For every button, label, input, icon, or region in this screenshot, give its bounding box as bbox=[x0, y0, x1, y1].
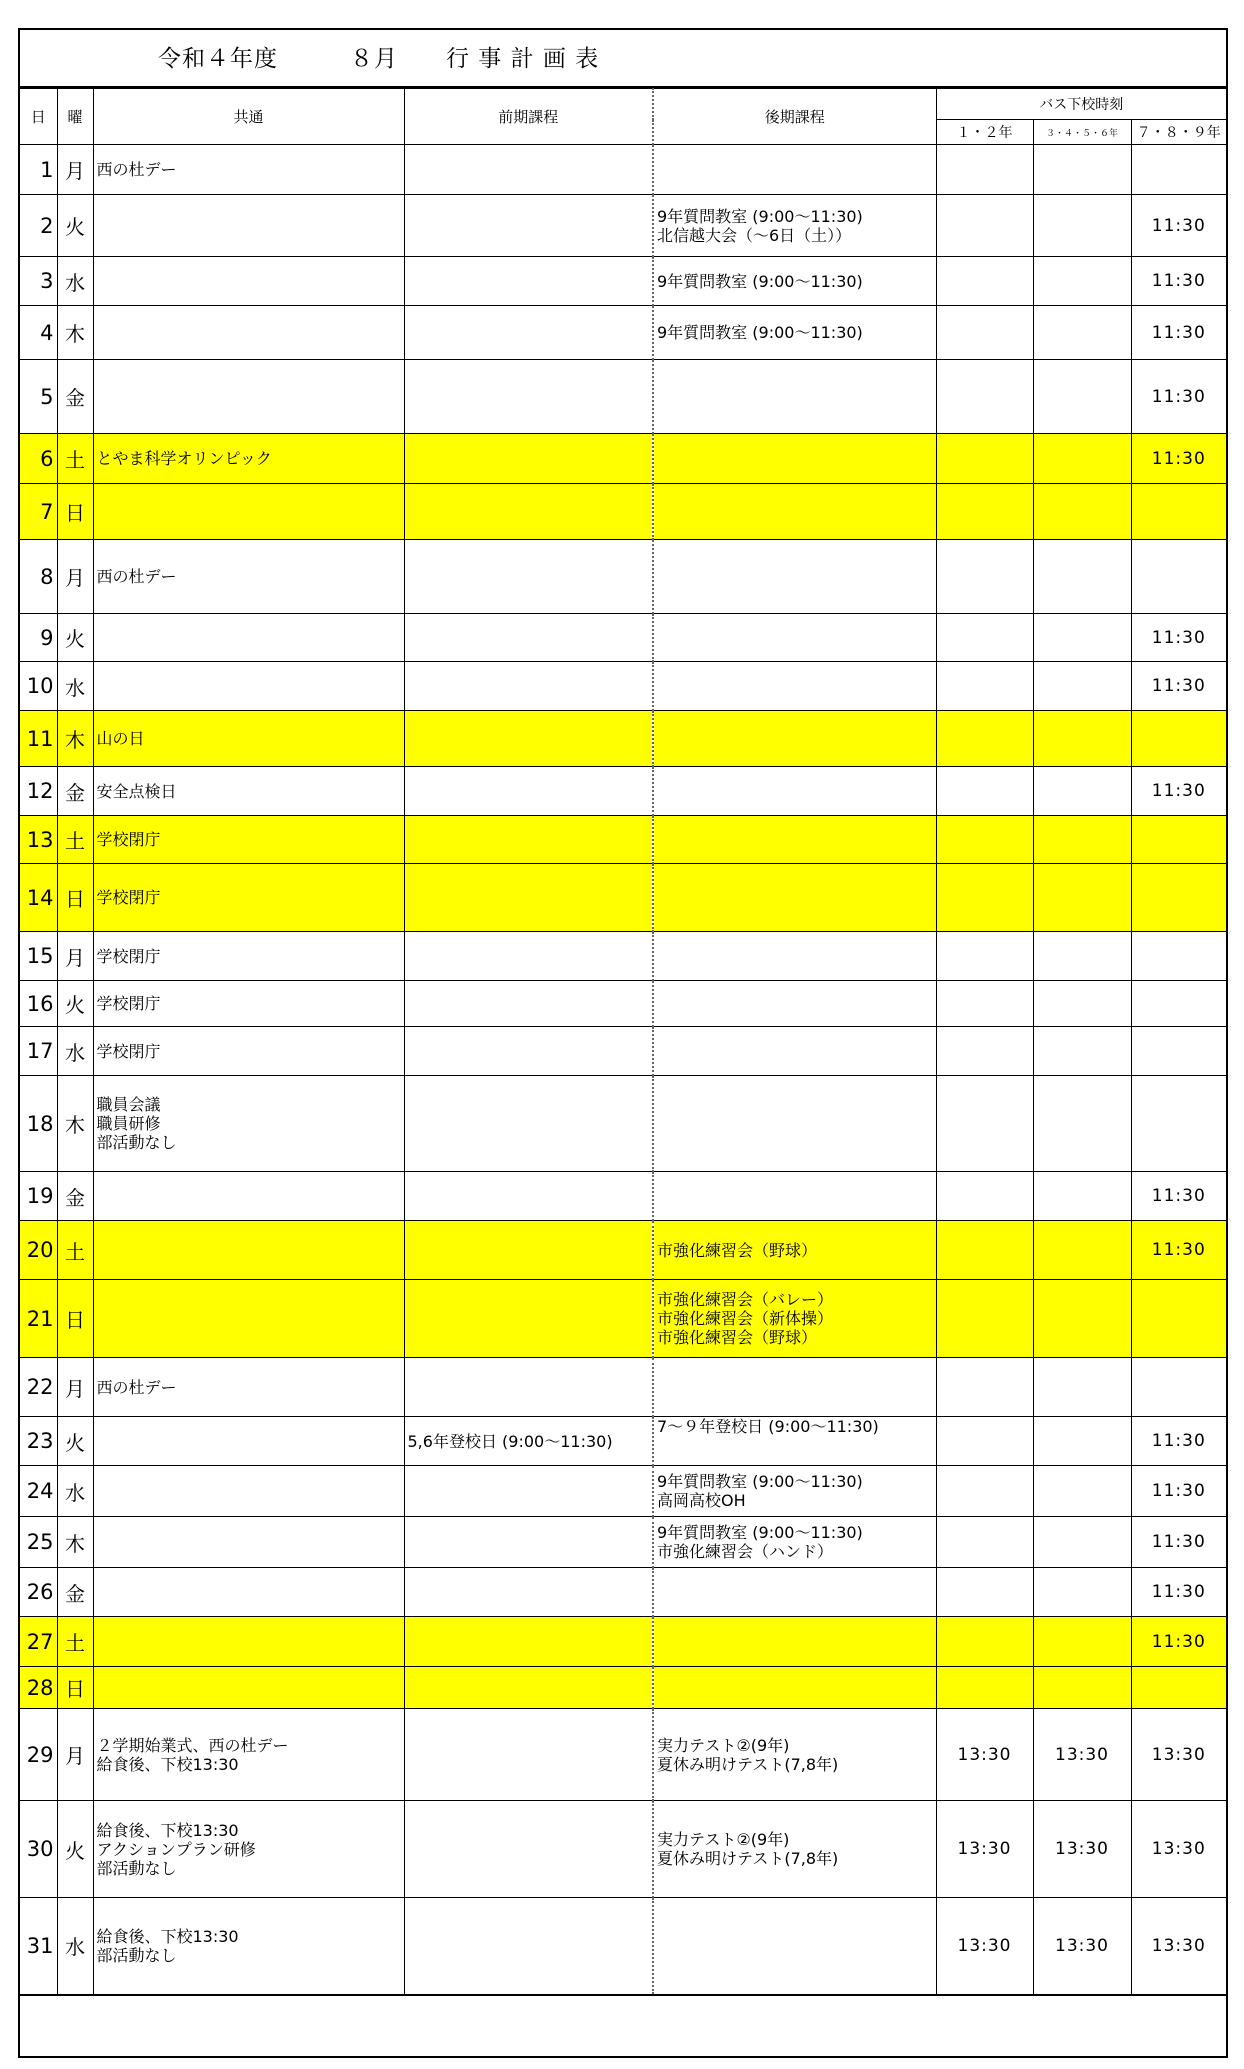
header-day: 日 bbox=[20, 89, 57, 145]
header-bus: バス下校時刻 bbox=[936, 89, 1226, 120]
row-day: 4 bbox=[20, 306, 57, 360]
row-first-term bbox=[404, 195, 653, 257]
row-day: 29 bbox=[20, 1709, 57, 1801]
table-row bbox=[20, 257, 1226, 306]
row-dow: 土 bbox=[57, 1617, 93, 1667]
header-common: 共通 bbox=[93, 89, 404, 145]
table-row bbox=[20, 306, 1226, 360]
table-row bbox=[20, 1568, 1226, 1617]
row-bus-789 bbox=[1131, 1280, 1226, 1358]
row-bus-12 bbox=[936, 1358, 1033, 1417]
row-bus-3456 bbox=[1033, 662, 1131, 711]
table-row bbox=[20, 711, 1226, 767]
header-second-term: 後期課程 bbox=[653, 89, 936, 145]
row-first-term bbox=[404, 484, 653, 540]
row-second-term bbox=[653, 711, 936, 767]
row-common: 学校閉庁 bbox=[93, 932, 404, 981]
row-first-term bbox=[404, 434, 653, 484]
row-bus-789: 13:30 bbox=[1131, 1709, 1226, 1801]
row-first-term bbox=[404, 145, 653, 195]
row-bus-789 bbox=[1131, 864, 1226, 932]
row-bus-789: 11:30 bbox=[1131, 257, 1226, 306]
header-grade-12: １・２年 bbox=[936, 120, 1033, 145]
row-day: 22 bbox=[20, 1358, 57, 1417]
row-first-term bbox=[404, 1667, 653, 1709]
row-common: 学校閉庁 bbox=[93, 1027, 404, 1076]
row-bus-789: 11:30 bbox=[1131, 1466, 1226, 1517]
row-day: 11 bbox=[20, 711, 57, 767]
table-row bbox=[20, 1517, 1226, 1568]
row-bus-789: 11:30 bbox=[1131, 767, 1226, 816]
row-first-term bbox=[404, 257, 653, 306]
row-bus-789 bbox=[1131, 711, 1226, 767]
row-dow: 金 bbox=[57, 1568, 93, 1617]
row-dow: 水 bbox=[57, 1027, 93, 1076]
row-bus-3456 bbox=[1033, 1417, 1131, 1466]
row-first-term bbox=[404, 981, 653, 1027]
row-day: 15 bbox=[20, 932, 57, 981]
row-bus-12 bbox=[936, 1076, 1033, 1172]
row-second-term bbox=[653, 932, 936, 981]
header-grade-789: ７・８・９年 bbox=[1131, 120, 1226, 145]
row-first-term bbox=[404, 1617, 653, 1667]
row-second-term bbox=[653, 816, 936, 864]
row-second-term: 7～９年登校日 (9:00～11:30) bbox=[653, 1417, 936, 1466]
row-second-term bbox=[653, 614, 936, 662]
table-row bbox=[20, 767, 1226, 816]
row-second-term bbox=[653, 1617, 936, 1667]
row-bus-789 bbox=[1131, 1667, 1226, 1709]
table-row bbox=[20, 145, 1226, 195]
row-day: 30 bbox=[20, 1801, 57, 1898]
row-bus-12 bbox=[936, 1221, 1033, 1280]
row-bus-789: 11:30 bbox=[1131, 614, 1226, 662]
row-bus-12 bbox=[936, 1280, 1033, 1358]
row-second-term bbox=[653, 1667, 936, 1709]
row-bus-12 bbox=[936, 614, 1033, 662]
row-dow: 月 bbox=[57, 145, 93, 195]
row-bus-3456 bbox=[1033, 614, 1131, 662]
table-row bbox=[20, 1617, 1226, 1667]
row-bus-3456 bbox=[1033, 484, 1131, 540]
table-row bbox=[20, 864, 1226, 932]
table-row bbox=[20, 434, 1226, 484]
row-bus-3456 bbox=[1033, 864, 1131, 932]
header-grade-3456: ３・４・５・６年 bbox=[1033, 120, 1131, 145]
row-dow: 日 bbox=[57, 864, 93, 932]
row-first-term bbox=[404, 1280, 653, 1358]
row-day: 10 bbox=[20, 662, 57, 711]
row-second-term bbox=[653, 1172, 936, 1221]
row-common bbox=[93, 1466, 404, 1517]
row-first-term bbox=[404, 1027, 653, 1076]
row-bus-12 bbox=[936, 1617, 1033, 1667]
row-bus-789: 11:30 bbox=[1131, 434, 1226, 484]
table-row bbox=[20, 1172, 1226, 1221]
row-common: ２学期始業式、西の杜デー 給食後、下校13:30 bbox=[93, 1709, 404, 1801]
row-bus-789: 13:30 bbox=[1131, 1801, 1226, 1898]
table-row bbox=[20, 360, 1226, 434]
header-first-term: 前期課程 bbox=[404, 89, 653, 145]
row-second-term: 実力テスト②(9年) 夏休み明けテスト(7,8年) bbox=[653, 1801, 936, 1898]
row-day: 25 bbox=[20, 1517, 57, 1568]
row-dow: 日 bbox=[57, 1280, 93, 1358]
row-common bbox=[93, 484, 404, 540]
row-bus-3456 bbox=[1033, 1568, 1131, 1617]
table-row bbox=[20, 932, 1226, 981]
row-dow: 土 bbox=[57, 434, 93, 484]
row-bus-3456 bbox=[1033, 145, 1131, 195]
schedule-table bbox=[20, 88, 1226, 1996]
row-day: 13 bbox=[20, 816, 57, 864]
table-row bbox=[20, 1221, 1226, 1280]
row-day: 5 bbox=[20, 360, 57, 434]
table-row bbox=[20, 614, 1226, 662]
row-common bbox=[93, 662, 404, 711]
row-bus-12 bbox=[936, 1417, 1033, 1466]
row-day: 17 bbox=[20, 1027, 57, 1076]
row-dow: 金 bbox=[57, 1172, 93, 1221]
row-bus-789: 11:30 bbox=[1131, 1617, 1226, 1667]
row-bus-3456 bbox=[1033, 1667, 1131, 1709]
row-day: 24 bbox=[20, 1466, 57, 1517]
header-dow: 曜 bbox=[57, 89, 93, 145]
row-first-term bbox=[404, 932, 653, 981]
table-row bbox=[20, 1076, 1226, 1172]
row-bus-12 bbox=[936, 816, 1033, 864]
row-first-term bbox=[404, 306, 653, 360]
row-bus-789: 11:30 bbox=[1131, 360, 1226, 434]
table-row bbox=[20, 1709, 1226, 1801]
row-common: 職員会議 職員研修 部活動なし bbox=[93, 1076, 404, 1172]
row-first-term bbox=[404, 864, 653, 932]
row-dow: 水 bbox=[57, 257, 93, 306]
table-row bbox=[20, 484, 1226, 540]
row-bus-3456 bbox=[1033, 1076, 1131, 1172]
row-bus-12 bbox=[936, 195, 1033, 257]
row-bus-789 bbox=[1131, 145, 1226, 195]
row-dow: 月 bbox=[57, 932, 93, 981]
table-body bbox=[20, 145, 1226, 1995]
row-first-term bbox=[404, 540, 653, 614]
row-bus-3456 bbox=[1033, 1466, 1131, 1517]
table-header bbox=[20, 89, 1226, 145]
row-common bbox=[93, 1172, 404, 1221]
table-row bbox=[20, 981, 1226, 1027]
row-dow: 土 bbox=[57, 1221, 93, 1280]
row-bus-3456 bbox=[1033, 195, 1131, 257]
row-dow: 火 bbox=[57, 614, 93, 662]
row-common bbox=[93, 614, 404, 662]
row-dow: 火 bbox=[57, 1417, 93, 1466]
row-bus-789: 11:30 bbox=[1131, 1517, 1226, 1568]
row-common bbox=[93, 1667, 404, 1709]
row-common: 学校閉庁 bbox=[93, 816, 404, 864]
page-title: 令和４年度 ８月 行 事 計 画 表 bbox=[158, 46, 600, 72]
row-common bbox=[93, 1568, 404, 1617]
row-second-term bbox=[653, 540, 936, 614]
row-bus-12 bbox=[936, 540, 1033, 614]
row-bus-12: 13:30 bbox=[936, 1709, 1033, 1801]
row-second-term bbox=[653, 1568, 936, 1617]
row-bus-12 bbox=[936, 864, 1033, 932]
row-first-term bbox=[404, 1568, 653, 1617]
row-bus-3456 bbox=[1033, 711, 1131, 767]
row-second-term bbox=[653, 1358, 936, 1417]
row-day: 8 bbox=[20, 540, 57, 614]
table-row bbox=[20, 1417, 1226, 1466]
row-dow: 日 bbox=[57, 484, 93, 540]
row-dow: 火 bbox=[57, 195, 93, 257]
row-day: 27 bbox=[20, 1617, 57, 1667]
row-second-term: 9年質問教室 (9:00～11:30) 市強化練習会（ハンド） bbox=[653, 1517, 936, 1568]
row-day: 14 bbox=[20, 864, 57, 932]
row-second-term: 市強化練習会（バレー） 市強化練習会（新体操） 市強化練習会（野球） bbox=[653, 1280, 936, 1358]
row-common: 西の杜デー bbox=[93, 1358, 404, 1417]
row-bus-3456 bbox=[1033, 816, 1131, 864]
row-bus-789: 11:30 bbox=[1131, 1172, 1226, 1221]
row-second-term: 実力テスト②(9年) 夏休み明けテスト(7,8年) bbox=[653, 1709, 936, 1801]
table-row bbox=[20, 1280, 1226, 1358]
row-bus-3456 bbox=[1033, 306, 1131, 360]
row-bus-12 bbox=[936, 981, 1033, 1027]
row-day: 28 bbox=[20, 1667, 57, 1709]
row-day: 1 bbox=[20, 145, 57, 195]
table-row bbox=[20, 816, 1226, 864]
row-second-term bbox=[653, 864, 936, 932]
row-second-term bbox=[653, 662, 936, 711]
row-dow: 月 bbox=[57, 1358, 93, 1417]
row-bus-12 bbox=[936, 1568, 1033, 1617]
row-bus-789: 11:30 bbox=[1131, 195, 1226, 257]
row-common bbox=[93, 1221, 404, 1280]
row-bus-3456 bbox=[1033, 1517, 1131, 1568]
row-first-term bbox=[404, 1172, 653, 1221]
row-bus-12 bbox=[936, 484, 1033, 540]
row-bus-12 bbox=[936, 360, 1033, 434]
row-second-term bbox=[653, 360, 936, 434]
row-first-term bbox=[404, 360, 653, 434]
row-first-term: 5,6年登校日 (9:00～11:30) bbox=[404, 1417, 653, 1466]
row-day: 23 bbox=[20, 1417, 57, 1466]
row-bus-12 bbox=[936, 257, 1033, 306]
row-bus-12 bbox=[936, 662, 1033, 711]
row-bus-3456 bbox=[1033, 540, 1131, 614]
row-common: 学校閉庁 bbox=[93, 981, 404, 1027]
row-bus-789 bbox=[1131, 540, 1226, 614]
row-bus-3456 bbox=[1033, 434, 1131, 484]
row-day: 18 bbox=[20, 1076, 57, 1172]
row-first-term bbox=[404, 662, 653, 711]
row-second-term bbox=[653, 145, 936, 195]
table-row bbox=[20, 662, 1226, 711]
row-first-term bbox=[404, 1517, 653, 1568]
row-bus-12 bbox=[936, 1517, 1033, 1568]
row-first-term bbox=[404, 614, 653, 662]
row-dow: 火 bbox=[57, 1801, 93, 1898]
row-first-term bbox=[404, 767, 653, 816]
row-bus-3456 bbox=[1033, 932, 1131, 981]
row-dow: 日 bbox=[57, 1667, 93, 1709]
row-common: とやま科学オリンピック bbox=[93, 434, 404, 484]
row-bus-789: 11:30 bbox=[1131, 662, 1226, 711]
row-bus-789: 11:30 bbox=[1131, 1568, 1226, 1617]
row-bus-789 bbox=[1131, 932, 1226, 981]
row-bus-12 bbox=[936, 932, 1033, 981]
row-first-term bbox=[404, 1801, 653, 1898]
row-bus-12 bbox=[936, 434, 1033, 484]
row-day: 20 bbox=[20, 1221, 57, 1280]
row-bus-3456 bbox=[1033, 1172, 1131, 1221]
row-day: 6 bbox=[20, 434, 57, 484]
row-bus-789 bbox=[1131, 1358, 1226, 1417]
row-bus-12 bbox=[936, 145, 1033, 195]
table-row bbox=[20, 195, 1226, 257]
row-dow: 火 bbox=[57, 981, 93, 1027]
row-common bbox=[93, 306, 404, 360]
row-common bbox=[93, 360, 404, 434]
table-row bbox=[20, 1027, 1226, 1076]
row-bus-3456 bbox=[1033, 257, 1131, 306]
row-common bbox=[93, 1617, 404, 1667]
row-bus-789 bbox=[1131, 981, 1226, 1027]
row-common: 学校閉庁 bbox=[93, 864, 404, 932]
row-common: 西の杜デー bbox=[93, 540, 404, 614]
row-dow: 月 bbox=[57, 1709, 93, 1801]
table-row bbox=[20, 540, 1226, 614]
row-second-term: 9年質問教室 (9:00～11:30) 高岡高校OH bbox=[653, 1466, 936, 1517]
row-bus-789: 11:30 bbox=[1131, 1221, 1226, 1280]
row-common bbox=[93, 1280, 404, 1358]
row-second-term bbox=[653, 1076, 936, 1172]
row-bus-789: 13:30 bbox=[1131, 1898, 1226, 1995]
row-second-term: 9年質問教室 (9:00～11:30) 北信越大会（～6日（土）） bbox=[653, 195, 936, 257]
row-day: 21 bbox=[20, 1280, 57, 1358]
row-bus-12 bbox=[936, 711, 1033, 767]
row-bus-12: 13:30 bbox=[936, 1801, 1033, 1898]
row-dow: 木 bbox=[57, 306, 93, 360]
row-dow: 木 bbox=[57, 711, 93, 767]
row-bus-3456 bbox=[1033, 1280, 1131, 1358]
row-bus-3456 bbox=[1033, 1027, 1131, 1076]
row-second-term bbox=[653, 981, 936, 1027]
table-row bbox=[20, 1466, 1226, 1517]
row-bus-12 bbox=[936, 1466, 1033, 1517]
row-dow: 水 bbox=[57, 662, 93, 711]
row-common: 西の杜デー bbox=[93, 145, 404, 195]
table-row bbox=[20, 1898, 1226, 1995]
row-second-term bbox=[653, 1027, 936, 1076]
row-second-term bbox=[653, 1898, 936, 1995]
row-first-term bbox=[404, 816, 653, 864]
row-day: 16 bbox=[20, 981, 57, 1027]
row-bus-3456: 13:30 bbox=[1033, 1801, 1131, 1898]
row-day: 7 bbox=[20, 484, 57, 540]
table-row bbox=[20, 1801, 1226, 1898]
row-day: 12 bbox=[20, 767, 57, 816]
row-bus-789 bbox=[1131, 816, 1226, 864]
row-day: 31 bbox=[20, 1898, 57, 1995]
table-row bbox=[20, 1667, 1226, 1709]
title-row bbox=[20, 30, 1226, 88]
row-dow: 土 bbox=[57, 816, 93, 864]
row-day: 2 bbox=[20, 195, 57, 257]
row-bus-3456 bbox=[1033, 1221, 1131, 1280]
row-dow: 水 bbox=[57, 1898, 93, 1995]
row-bus-3456: 13:30 bbox=[1033, 1898, 1131, 1995]
row-common: 山の日 bbox=[93, 711, 404, 767]
row-first-term bbox=[404, 1709, 653, 1801]
row-bus-12 bbox=[936, 1667, 1033, 1709]
row-bus-3456 bbox=[1033, 767, 1131, 816]
row-first-term bbox=[404, 711, 653, 767]
row-dow: 金 bbox=[57, 360, 93, 434]
row-bus-789: 11:30 bbox=[1131, 306, 1226, 360]
schedule-sheet bbox=[18, 28, 1228, 2058]
row-bus-12 bbox=[936, 306, 1033, 360]
row-common bbox=[93, 257, 404, 306]
row-bus-3456 bbox=[1033, 981, 1131, 1027]
row-common: 給食後、下校13:30 アクションプラン研修 部活動なし bbox=[93, 1801, 404, 1898]
row-common bbox=[93, 1517, 404, 1568]
row-second-term bbox=[653, 767, 936, 816]
table-row bbox=[20, 1358, 1226, 1417]
row-first-term bbox=[404, 1898, 653, 1995]
row-bus-12: 13:30 bbox=[936, 1898, 1033, 1995]
row-bus-789 bbox=[1131, 1076, 1226, 1172]
row-first-term bbox=[404, 1358, 653, 1417]
row-second-term bbox=[653, 484, 936, 540]
row-common bbox=[93, 1417, 404, 1466]
row-bus-3456: 13:30 bbox=[1033, 1709, 1131, 1801]
row-bus-12 bbox=[936, 767, 1033, 816]
row-dow: 金 bbox=[57, 767, 93, 816]
row-bus-3456 bbox=[1033, 360, 1131, 434]
row-first-term bbox=[404, 1221, 653, 1280]
row-bus-789: 11:30 bbox=[1131, 1417, 1226, 1466]
row-second-term bbox=[653, 434, 936, 484]
row-bus-789 bbox=[1131, 484, 1226, 540]
row-day: 26 bbox=[20, 1568, 57, 1617]
row-bus-12 bbox=[936, 1027, 1033, 1076]
row-dow: 木 bbox=[57, 1076, 93, 1172]
row-second-term: 市強化練習会（野球） bbox=[653, 1221, 936, 1280]
row-dow: 月 bbox=[57, 540, 93, 614]
row-dow: 木 bbox=[57, 1517, 93, 1568]
row-bus-3456 bbox=[1033, 1617, 1131, 1667]
row-common bbox=[93, 195, 404, 257]
row-common: 安全点検日 bbox=[93, 767, 404, 816]
row-first-term bbox=[404, 1466, 653, 1517]
row-day: 3 bbox=[20, 257, 57, 306]
row-day: 9 bbox=[20, 614, 57, 662]
row-second-term: 9年質問教室 (9:00～11:30) bbox=[653, 306, 936, 360]
row-bus-12 bbox=[936, 1172, 1033, 1221]
row-common: 給食後、下校13:30 部活動なし bbox=[93, 1898, 404, 1995]
row-bus-3456 bbox=[1033, 1358, 1131, 1417]
row-day: 19 bbox=[20, 1172, 57, 1221]
row-bus-789 bbox=[1131, 1027, 1226, 1076]
row-second-term: 9年質問教室 (9:00～11:30) bbox=[653, 257, 936, 306]
row-first-term bbox=[404, 1076, 653, 1172]
row-dow: 水 bbox=[57, 1466, 93, 1517]
